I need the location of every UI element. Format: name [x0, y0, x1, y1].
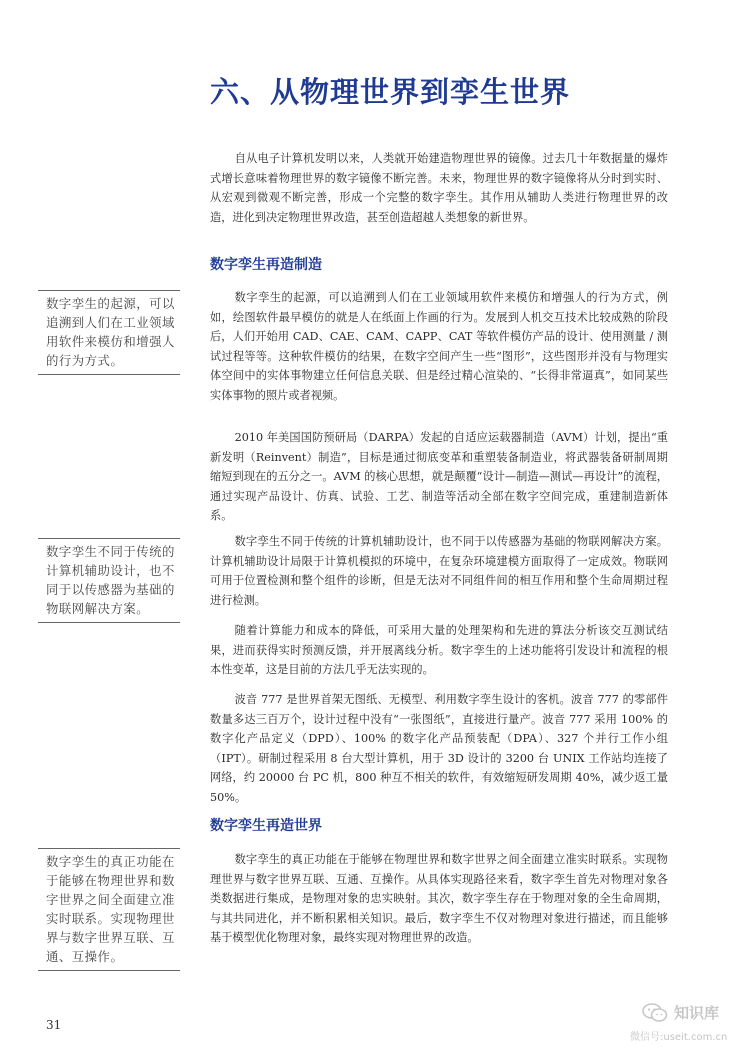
sidebar-callout: 数字孪生的真正功能在于能够在物理世界和数字世界之间全面建立准实时联系。实现物理世界与数字世界互联、互通、互操作。 — [38, 848, 180, 971]
intro-paragraph: 自从电子计算机发明以来，人类就开始建造物理世界的镜像。过去几十年数据量的爆炸式增长意味着物理世界的数字镜像不断完善。未来，物理世界的数字镜像将从分时到实时、从宏观到微观不断完善，形成一个完整的数字孪生。其作用从辅助人类进行物理世界的改造，进化到决定物理世界改造，甚至创造超越人类想象的新世界。 — [210, 152, 668, 224]
watermark-brand: 知识库 — [674, 1004, 720, 1022]
body-paragraph: 2010 年美国国防预研局（DARPA）发起的自适应运载器制造（AVM）计划，提出“重新发明（Reinvent）制造”，目标是通过彻底变革和重塑装备制造业，将武器装备研制周期缩短到现在的五分之一。AVM 的核心思想，就是颠覆“设计—制造—测试—再设计”的流程，通过实现产品设计、仿真、试验、工艺、制造等活动全部在数字空间完成，重建制造新体系。 — [210, 431, 668, 523]
page-number: 31 — [46, 1018, 62, 1032]
page-title: 六、从物理世界到孪生世界 — [210, 75, 571, 109]
sidebar-callout: 数字孪生的起源，可以追溯到人们在工业领域用软件来模仿和增强人的行为方式。 — [38, 290, 180, 375]
section-heading-manufacturing: 数字孪生再造制造 — [210, 257, 322, 273]
section-heading-world: 数字孪生再造世界 — [210, 818, 322, 834]
body-paragraph: 随着计算能力和成本的降低，可采用大量的处理架构和先进的算法分析该交互测试结果，进而获得实时预测反馈，并开展离线分析。数字孪生的上述功能将引发设计和流程的根本性变革，这是目前的方法几乎无法实现的。 — [210, 624, 668, 677]
sidebar-callout: 数字孪生不同于传统的计算机辅助设计，也不同于以传感器为基础的物联网解决方案。 — [38, 538, 180, 623]
watermark-account: 微信号:useit.com.cn — [630, 1032, 728, 1043]
watermark — [628, 1000, 740, 1050]
body-paragraph: 数字孪生的真正功能在于能够在物理世界和数字世界之间全面建立准实时联系。实现物理世界与数字世界互联、互通、互操作。从具体实现路径来看，数字孪生首先对物理对象各类数据进行集成，是物理对象的忠实映射。其次，数字孪生存在于物理对象的全生命周期，与其共同进化，并不断积累相关知识。最后，数字孪生不仅对物理对象进行描述，而且能够基于模型优化物理对象，最终实现对物理世界的改造。 — [210, 853, 668, 945]
body-paragraph: 波音 777 是世界首架无图纸、无模型、利用数字孪生设计的客机。波音 777 的零部件数量多达三百万个，设计过程中没有“一张图纸”，直接进行量产。波音 777 采用 100% 的数字化产品定义（DPD）、100% 的数字化产品预装配（DPA）、327 个并行工作小组（IPT）。研制过程采用 8 台大型计算机，用于 3D 设计的 3200 台 UNIX 工作站均连接了网络，约 20000 台 PC 机，800 种互不相关的软件，有效缩短研发周期 40%，减少返工量 50%。 — [210, 693, 668, 804]
wechat-icon — [642, 1002, 668, 1024]
body-paragraph: 数字孪生的起源，可以追溯到人们在工业领域用软件来模仿和增强人的行为方式，例如，绘图软件最早模仿的就是人在纸面上作画的行为。发展到人机交互技术比较成熟的阶段后，人们开始用 CAD、CAE、CAM、CAPP、CAT 等软件模仿产品的设计、使用测量 / 测试过程等等。这种软件模仿的结果，在数字空间产生一些“图形”，这些图形并没有与物理实体空间中的实体事物建立任何信息关联、但是经过精心渲染的、“长得非常逼真”，如同某些实体事物的照片或者视频。 — [210, 291, 668, 402]
body-paragraph: 数字孪生不同于传统的计算机辅助设计，也不同于以传感器为基础的物联网解决方案。计算机辅助设计局限于计算机模拟的环境中，在复杂环境建模方面取得了一定成效。物联网可用于位置检测和整个组件的诊断，但是无法对不同组件间的相互作用和整个生命周期过程进行检测。 — [210, 535, 668, 607]
